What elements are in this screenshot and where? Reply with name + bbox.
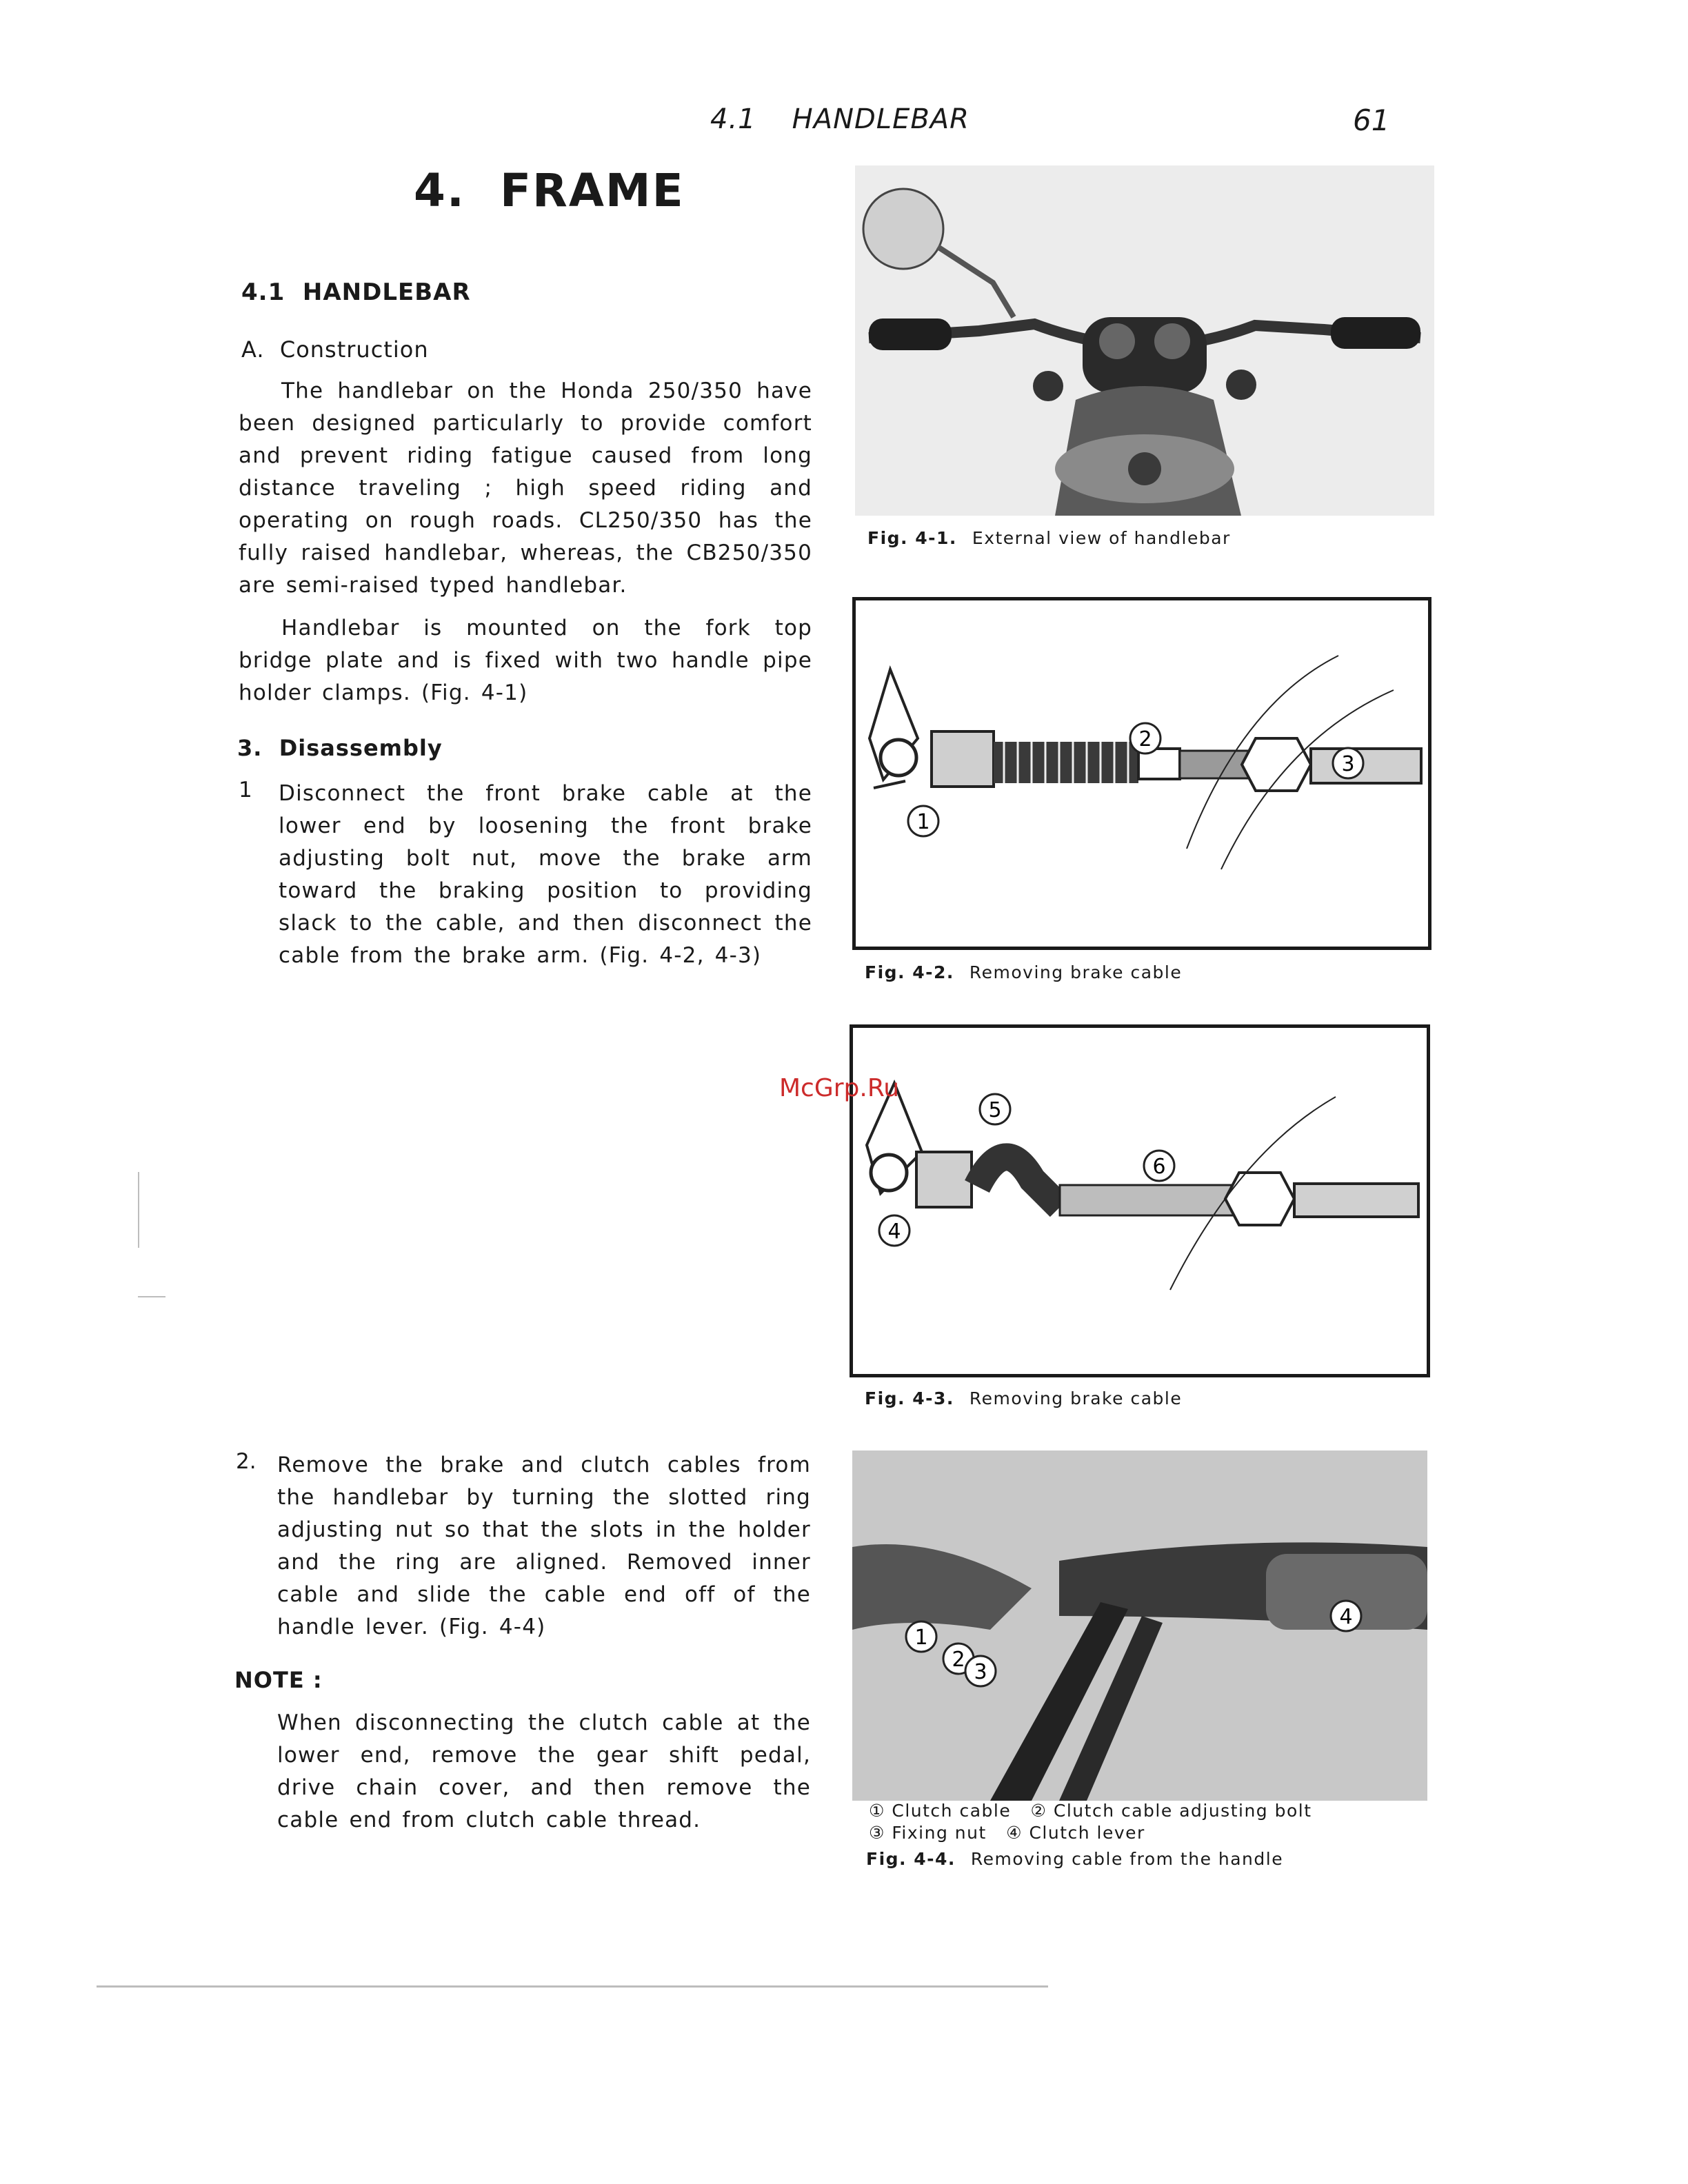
figure-4-1-caption <box>867 528 1231 548</box>
fig4-callout-2: 2 <box>952 1648 965 1672</box>
construction-paragraph-1: The handlebar on the Honda 250/350 have been designed particularly to provide comfort and prevent riding fatigue caused from long distance traveling ; high speed riding and operating on rough roads. CL250/350 has the fully raised handlebar, whereas, the CB250/350 are semi-raised typed handlebar. <box>239 378 812 598</box>
running-head <box>710 103 969 135</box>
figure-4-4-legend-line-1: ① Clutch cable ② Clutch cable adjusting bolt <box>869 1801 1312 1821</box>
figure-4-4-label: Fig. 4-4. <box>866 1849 956 1869</box>
left-margin-mark <box>138 1296 165 1297</box>
chapter-title: 4. FRAME <box>414 164 685 217</box>
left-margin-mark <box>138 1172 139 1248</box>
step-1-index: 1 <box>239 778 252 802</box>
note-label: NOTE : <box>234 1667 323 1693</box>
subsection-a-heading: A. Construction <box>241 336 429 363</box>
step-2-text: Remove the brake and clutch cables from the handlebar by turning the slotted ring adjusting nut so that the slots in the holder and the ring are aligned. Removed inner cable and slide the cable end off of the handle lever. (Fig. 4-4) <box>277 1453 811 1639</box>
figure-4-3-label: Fig. 4-3. <box>865 1388 954 1408</box>
fig3-callout-5: 5 <box>988 1098 1002 1122</box>
figure-4-4-caption-text: Removing cable from the handle <box>970 1849 1284 1869</box>
step-2-index: 2. <box>236 1449 257 1474</box>
bottom-scan-line <box>97 1985 1048 1988</box>
figure-4-4-photo <box>852 1450 1427 1801</box>
figure-4-3-frame <box>850 1024 1430 1377</box>
figure-4-1-label: Fig. 4-1. <box>867 528 957 548</box>
note-text: When disconnecting the clutch cable at the lower end, remove the gear shift pedal, drive chain cover, and then remove the cable end from clutch cable thread. <box>277 1710 811 1832</box>
fig2-callout-3: 3 <box>1341 752 1355 776</box>
section-heading: 4.1 HANDLEBAR <box>241 279 471 306</box>
figure-4-1-caption-text: External view of handlebar <box>972 528 1231 548</box>
figure-4-3-caption-text: Removing brake cable <box>969 1388 1183 1408</box>
figure-4-2-label: Fig. 4-2. <box>865 962 954 982</box>
fig3-callout-4: 4 <box>887 1220 901 1244</box>
step-1-text: Disconnect the front brake cable at the lower end by loosening the front brake adjusting bolt nut, move the brake arm toward the braking position to providing slack to the cable, and then disconnect the cable from the brake arm. (Fig. 4-2, 4-3) <box>279 781 812 968</box>
brake-cable-illustration-a <box>856 600 1428 947</box>
figure-4-1-photo <box>855 165 1434 516</box>
fig2-callout-1: 1 <box>916 810 930 834</box>
watermark: McGrp.Ru <box>779 1074 900 1102</box>
handlebar-illustration <box>855 165 1434 516</box>
fig4-callout-4: 4 <box>1339 1605 1353 1629</box>
fig2-callout-2: 2 <box>1138 727 1152 751</box>
page-number: 61 <box>1353 103 1390 137</box>
figure-4-2-frame <box>852 597 1431 950</box>
figure-4-2-caption-text: Removing brake cable <box>969 962 1183 982</box>
fig3-callout-6: 6 <box>1152 1155 1166 1179</box>
running-head-section-title: HANDLEBAR <box>792 103 969 135</box>
subsection-b-heading: 3. Disassembly <box>237 735 443 761</box>
clutch-lever-photo <box>852 1450 1427 1801</box>
construction-paragraph-2: Handlebar is mounted on the fork top bridge plate and is fixed with two handle pipe holder clamps. (Fig. 4-1) <box>239 616 812 705</box>
fig4-callout-1: 1 <box>914 1626 928 1650</box>
figure-4-4-legend-line-2: ③ Fixing nut ④ Clutch lever <box>869 1823 1145 1843</box>
figure-4-2-caption <box>865 962 1182 982</box>
figure-4-3-caption <box>865 1388 1182 1408</box>
figure-4-4-caption <box>866 1849 1283 1869</box>
brake-cable-illustration-b <box>853 1028 1427 1374</box>
fig4-callout-3: 3 <box>974 1660 987 1684</box>
running-head-section-number: 4.1 <box>710 103 756 135</box>
